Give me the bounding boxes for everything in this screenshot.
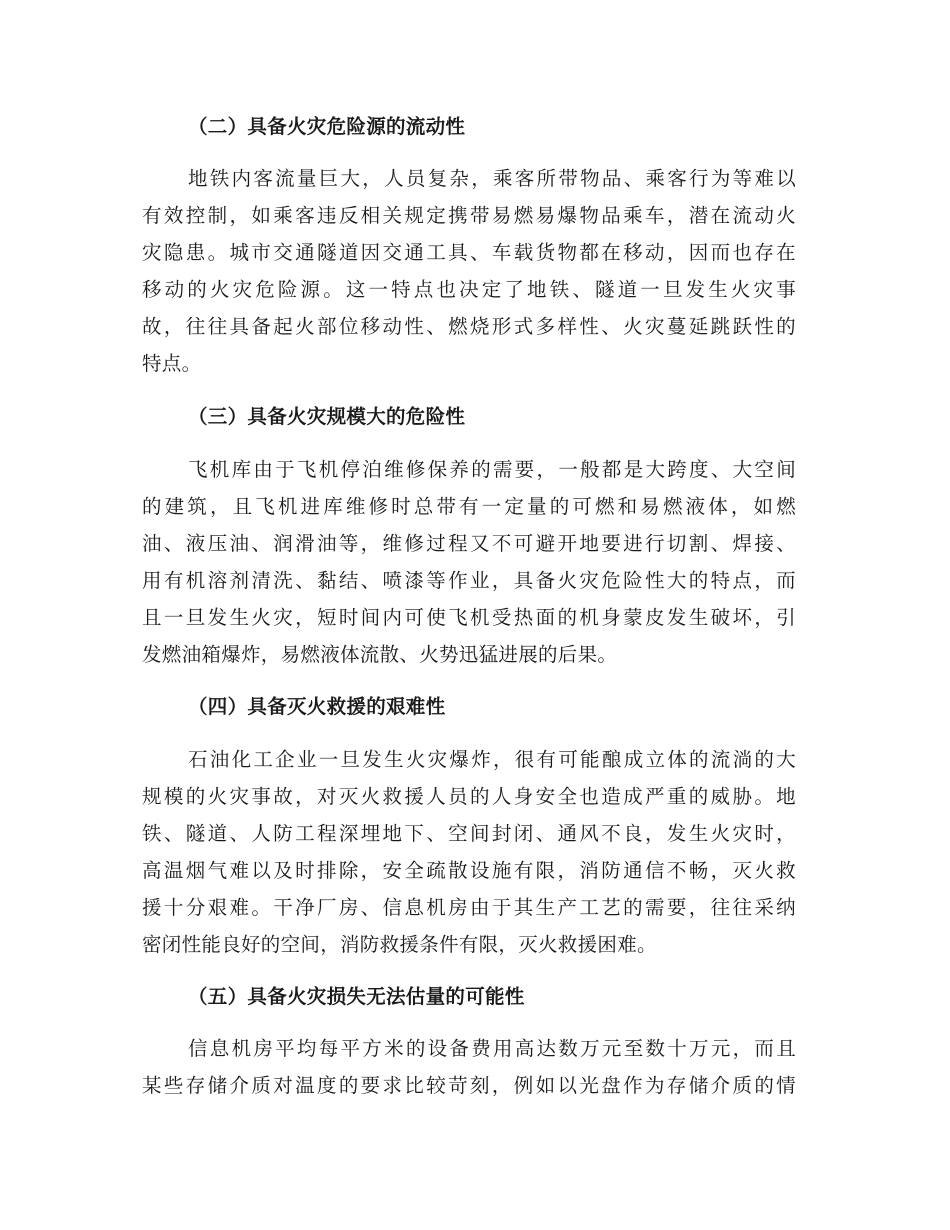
paragraph-line: 发燃油箱爆炸，易燃液体流散、火势迅猛进展的后果。 [142,643,618,666]
paragraph-line: 援十分艰难。干净厂房、信息机房由于其生产工艺的需要，往往采纳 [142,896,796,919]
section-heading-4: （四）具备灭火救援的艰难性 [188,695,446,718]
paragraph-line: 信息机房平均每平方米的设备费用高达数万元至数十万元，而且 [188,1037,796,1060]
section-paragraph-4 [142,741,796,963]
paragraph-line: 高温烟气难以及时排除，安全疏散设施有限，消防通信不畅，灭火救 [142,859,796,882]
paragraph-line: 某些存储介质对温度的要求比较苛刻，例如以光盘作为存储介质的情 [142,1074,796,1097]
paragraph-line: 特点。 [142,352,202,375]
paragraph-line: 地铁内客流量巨大，人员复杂，乘客所带物品、乘客行为等难以 [188,167,796,190]
paragraph-line: 灾隐患。城市交通隧道因交通工具、车载货物都在移动，因而也存在 [142,241,796,264]
section-paragraph-2 [142,160,796,382]
paragraph-line: 石油化工企业一旦发生火灾爆炸，很有可能酿成立体的流淌的大 [188,748,796,771]
paragraph-line: 的建筑，且飞机进库维修时总带有一定量的可燃和易燃液体，如燃 [142,495,796,518]
section-heading-5: （五）具备火灾损失无法估量的可能性 [188,985,525,1008]
paragraph-line: 故，往往具备起火部位移动性、燃烧形式多样性、火灾蔓延跳跃性的 [142,315,796,338]
paragraph-line: 规模的火灾事故，对灭火救援人员的人身安全也造成严重的威胁。地 [142,785,796,808]
section-heading-2: （二）具备火灾危险源的流动性 [188,115,466,138]
paragraph-line: 铁、隧道、人防工程深埋地下、空间封闭、通风不良，发生火灾时， [142,822,796,845]
section-heading-3: （三）具备火灾规模大的危险性 [188,405,466,428]
section-paragraph-3 [142,451,796,673]
paragraph-line: 有效控制，如乘客违反相关规定携带易燃易爆物品乘车，潜在流动火 [142,204,796,227]
paragraph-line: 密闭性能良好的空间，消防救援条件有限，灭火救援困难。 [142,933,657,956]
paragraph-line: 飞机库由于飞机停泊维修保养的需要，一般都是大跨度、大空间 [188,458,796,481]
section-paragraph-5 [142,1030,796,1104]
paragraph-line: 用有机溶剂清洗、黏结、喷漆等作业，具备火灾危险性大的特点，而 [142,569,796,592]
paragraph-line: 且一旦发生火灾，短时间内可使飞机受热面的机身蒙皮发生破坏，引 [142,606,796,629]
paragraph-line: 油、液压油、润滑油等，维修过程又不可避开地要进行切割、焊接、 [142,532,796,555]
paragraph-line: 移动的火灾危险源。这一特点也决定了地铁、隧道一旦发生火灾事 [142,278,796,301]
